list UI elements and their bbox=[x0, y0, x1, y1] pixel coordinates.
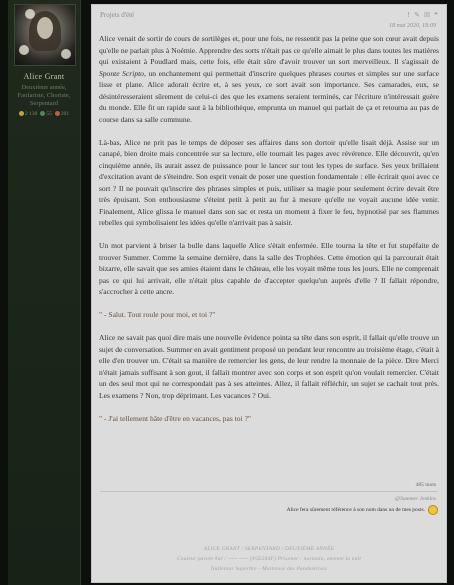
spell-name: Sponte Scripto bbox=[99, 68, 144, 78]
post-paragraph: Alice venait de sortir de cours de sortilèges et, pour une fois, ne ressentit pas la peine que son cœur avait depuis qu'elle ne parlait plus à Noémie. Apprendre des sorts n'était pas ce qu'elle aimait le plus dans toutes les matières qui existaient à Poudlard mais, cette fois, elle était sûre d'avoir trouver un sort merveilleux. Il s'agissait de Sponte Scripto, un enchantement qui permettait d'inscrire quelques phrases courtes et simples sur une surface lisse et plane. Alice adorait écrire et, à ses yeux, ce sort avait son importance. Ses camarades, eux, se désintéresseraient sûrement de celui-ci des que les examens seraient terminés, car l'écriture n'intéressait guère du monde. Elle fit un rapide saut à la bibliothèque, emprunta un manuel qui parlait de ça et retourna au pas de course dans sa salle commune. bbox=[99, 34, 439, 124]
edit-icon[interactable]: ✎ bbox=[414, 11, 420, 19]
stat-points: 2 130 bbox=[19, 111, 37, 117]
user-stats bbox=[8, 111, 80, 117]
flame-icon bbox=[55, 111, 60, 116]
signature-line: ALICE GRANT / SERPENTARD / DEUXIÈME ANNÉE bbox=[203, 546, 335, 552]
post-container bbox=[91, 4, 447, 583]
delete-icon[interactable]: ☒ bbox=[423, 11, 431, 19]
post-dialogue: " - Salut. Tout roule pour moi, et toi ?" bbox=[99, 310, 216, 319]
stat-house: 55 bbox=[40, 111, 52, 117]
divider bbox=[100, 491, 438, 492]
post-note: Alice fera sûrement référence à son nom dans un de mes posts. bbox=[287, 505, 438, 515]
avatar-flower bbox=[61, 49, 71, 59]
signature-line: Nullentar Superbre - Maitresse des Pandemrises bbox=[210, 566, 328, 572]
post-body bbox=[99, 33, 439, 436]
avatar[interactable] bbox=[14, 4, 76, 66]
word-count: 485 mots bbox=[415, 482, 436, 488]
house-icon bbox=[40, 111, 45, 116]
user-role: Deuxième année, Fanfariste, Choriste, Serpentard bbox=[17, 84, 71, 107]
avatar-flower bbox=[19, 45, 29, 55]
post-paragraph: Alice ne savait pas quoi dire mais une nouvelle évidence pointa sa tête dans son esprit, il fallait qu'elle trouve un sujet de conversation. Summer en avait gentiment proposé un pendant leur rencontre au troisième étage, c'était à elle d'en trouver un. C'était sa manière de remercier les gens, de leur rendre la monnaie de la pièce. Dire Merci n'était jamais suffisant à son gout, il fallait montrer avec son corps et son esprit qu'on voulait remercier. C'était un des seul mot qui ne correspondait pas à ses atteintes. Allez, il fallait réfléchir, un sujet se cachait tout près. Les examens ? Non, trop déprimant. Les vacances ? Oui. bbox=[99, 333, 439, 400]
user-name[interactable]: Alice Grant bbox=[23, 72, 65, 81]
mention[interactable]: @Summer Jenkins bbox=[395, 496, 436, 502]
avatar-face bbox=[37, 17, 53, 39]
post-title[interactable]: Projets d'été bbox=[100, 11, 135, 19]
post-dialogue: " - J'ai tellement hâte d'être en vacances, pas toi ?" bbox=[99, 413, 251, 423]
post-actions bbox=[407, 11, 438, 19]
stat-messages: 201 bbox=[55, 111, 69, 117]
post-paragraph: Là-bas, Alice ne prit pas le temps de déposer ses affaires dans son dortoir qu'elle lisait déjà. Assise sur un canapé, bien droite mais concentrée sur sa lecture, elle tournait les pages avec révérence. Elle découvrit, qu'en cinquième année, ils aurait assez de puissance pour le lancer sur tout les types de surface. Ses yeux brillaient d'excitation avant de s'éteindre. Son esprit venait de poser une question fondamentale : elle écrirait quoi avec ce sort ? Il ne pouvait qu'inscrire des phrases simples et puis, utiliser sa magie pour seulement écrire devait être très épuisant. Son enthousiasme s'éteint petit à petit au fur à mesure qu'elle ne voyait aucune idée venir. Finalement, Alice glissa le manuel dans son sac et resta un moment à fixer le feu, hypnotisé par ses flammes rebelles qui symbolisaient les idées qu'elle n'arrivait pas à saisir. bbox=[99, 137, 439, 227]
author-sidebar bbox=[8, 0, 81, 585]
smiley-icon bbox=[428, 505, 438, 515]
report-icon[interactable]: ! bbox=[407, 11, 411, 19]
signature-line: Couleur parole #ar / ~~~ ~~~ (#5E244F) Prisoner : normalo, amenté la nuit bbox=[176, 556, 362, 562]
post-paragraph: Un mot parvient à briser la bulle dans laquelle Alice s'était enfermée. Elle tourna la tête et fut stupéfaite de trouver Summer. Comme la semaine dernière, dans la salle des Trophées. Cette émotion qui la parcourait était bizarre, elle savait que ses amies étaient dans le château, elle les voyait même tous les jours. Elle ne comprenait pas ce qui lui arrivait, elle n'était plus capable de d'accepter quelqu'un auprès d'elle ? Il fallait répondre, s'accrocher à cette ancre. bbox=[99, 241, 439, 296]
quote-icon[interactable]: ❝ bbox=[434, 11, 438, 19]
avatar-flower bbox=[25, 9, 35, 19]
coin-icon bbox=[19, 111, 24, 116]
post-date: 18 mai 2020, 18:09 bbox=[389, 23, 436, 29]
